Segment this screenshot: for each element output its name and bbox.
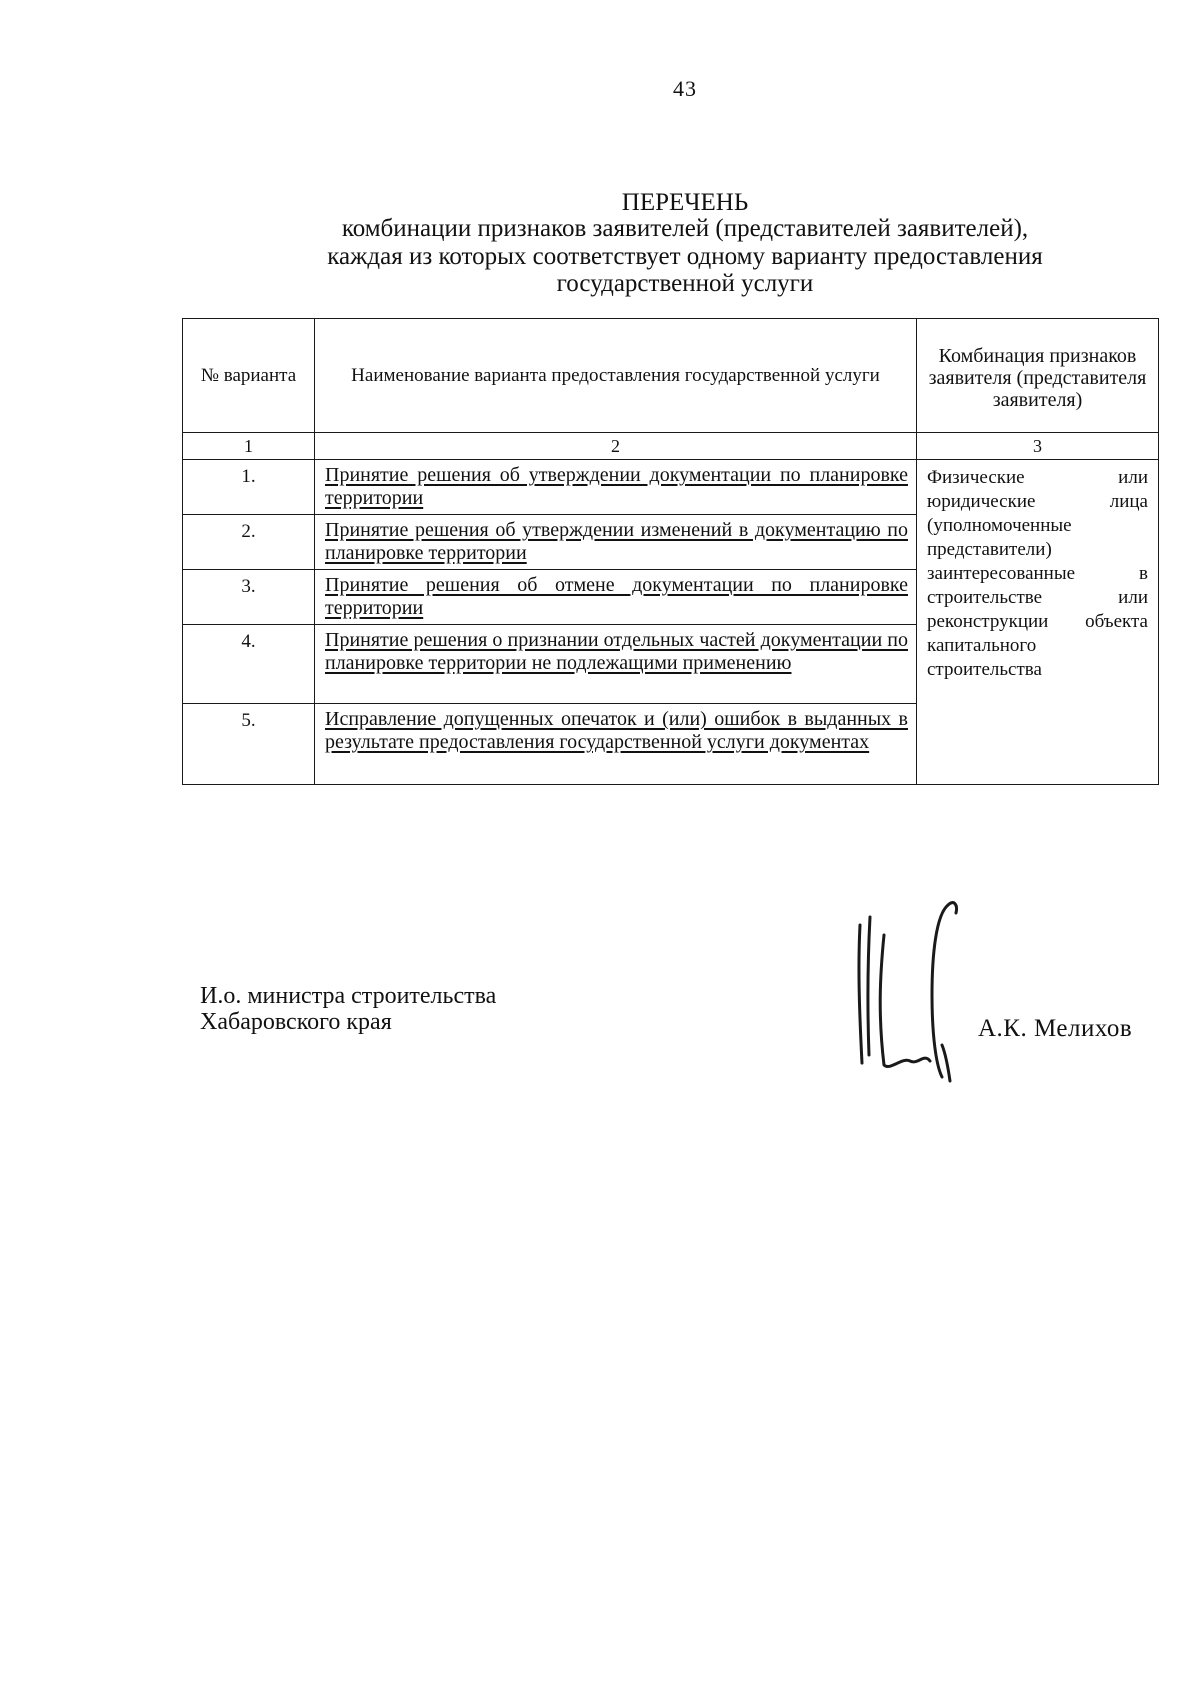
header-variant-number: № варианта bbox=[183, 319, 315, 433]
document-subtitle-line-2: каждая из которых соответствует одному варианту предоставления bbox=[327, 243, 1043, 270]
variant-number: 5. bbox=[183, 704, 315, 785]
variant-name-text: Исправление допущенных опечаток и (или) ошибок в выданных в результате предоставления государственной услуги документах bbox=[325, 708, 908, 753]
variant-name bbox=[315, 570, 917, 625]
variant-name-text: Принятие решения об утверждении документации по планировке территории bbox=[325, 464, 908, 509]
variant-number: 2. bbox=[183, 515, 315, 570]
header-variant-name: Наименование варианта предоставления государственной услуги bbox=[315, 319, 917, 433]
variant-name-text: Принятие решения об утверждении изменений в документацию по планировке территории bbox=[325, 519, 908, 564]
variant-name bbox=[315, 460, 917, 515]
handwritten-signature bbox=[850, 895, 990, 1085]
signatory-name: А.К. Мелихов bbox=[978, 1015, 1133, 1042]
variant-number: 3. bbox=[183, 570, 315, 625]
variant-name bbox=[315, 515, 917, 570]
variant-name-text: Принятие решения о признании отдельных частей документации по планировке территории не подлежащими применению bbox=[325, 629, 908, 674]
variant-name bbox=[315, 704, 917, 785]
column-index-3: 3 bbox=[917, 433, 1159, 460]
column-index-row bbox=[183, 433, 1159, 460]
variant-number: 4. bbox=[183, 625, 315, 704]
document-subtitle-line-1: комбинации признаков заявителей (представителей заявителей), bbox=[341, 215, 1029, 242]
applicant-combination: Физические или юридические лица (уполномоченные представители) заинтересованные в строительстве или реконструкции объекта капитального строительства bbox=[917, 460, 1159, 785]
column-index-1: 1 bbox=[183, 433, 315, 460]
signatory-position bbox=[200, 983, 496, 1035]
signatory-position-line-2: Хабаровского края bbox=[200, 1009, 392, 1035]
variant-name bbox=[315, 625, 917, 704]
variant-number: 1. bbox=[183, 460, 315, 515]
table-row bbox=[183, 460, 1159, 515]
page-number: 43 bbox=[673, 76, 697, 101]
document-title: ПЕРЕЧЕНЬ bbox=[621, 189, 749, 216]
column-index-2: 2 bbox=[315, 433, 917, 460]
header-applicant-combination: Комбинация признаков заявителя (представителя заявителя) bbox=[917, 319, 1159, 433]
table-header-row bbox=[183, 319, 1159, 433]
variants-table bbox=[182, 318, 1159, 785]
variant-name-text: Принятие решения об отмене документации по планировке территории bbox=[325, 574, 908, 619]
signatory-position-line-1: И.о. министра строительства bbox=[200, 983, 497, 1009]
document-subtitle-line-3: государственной услуги bbox=[556, 270, 814, 297]
